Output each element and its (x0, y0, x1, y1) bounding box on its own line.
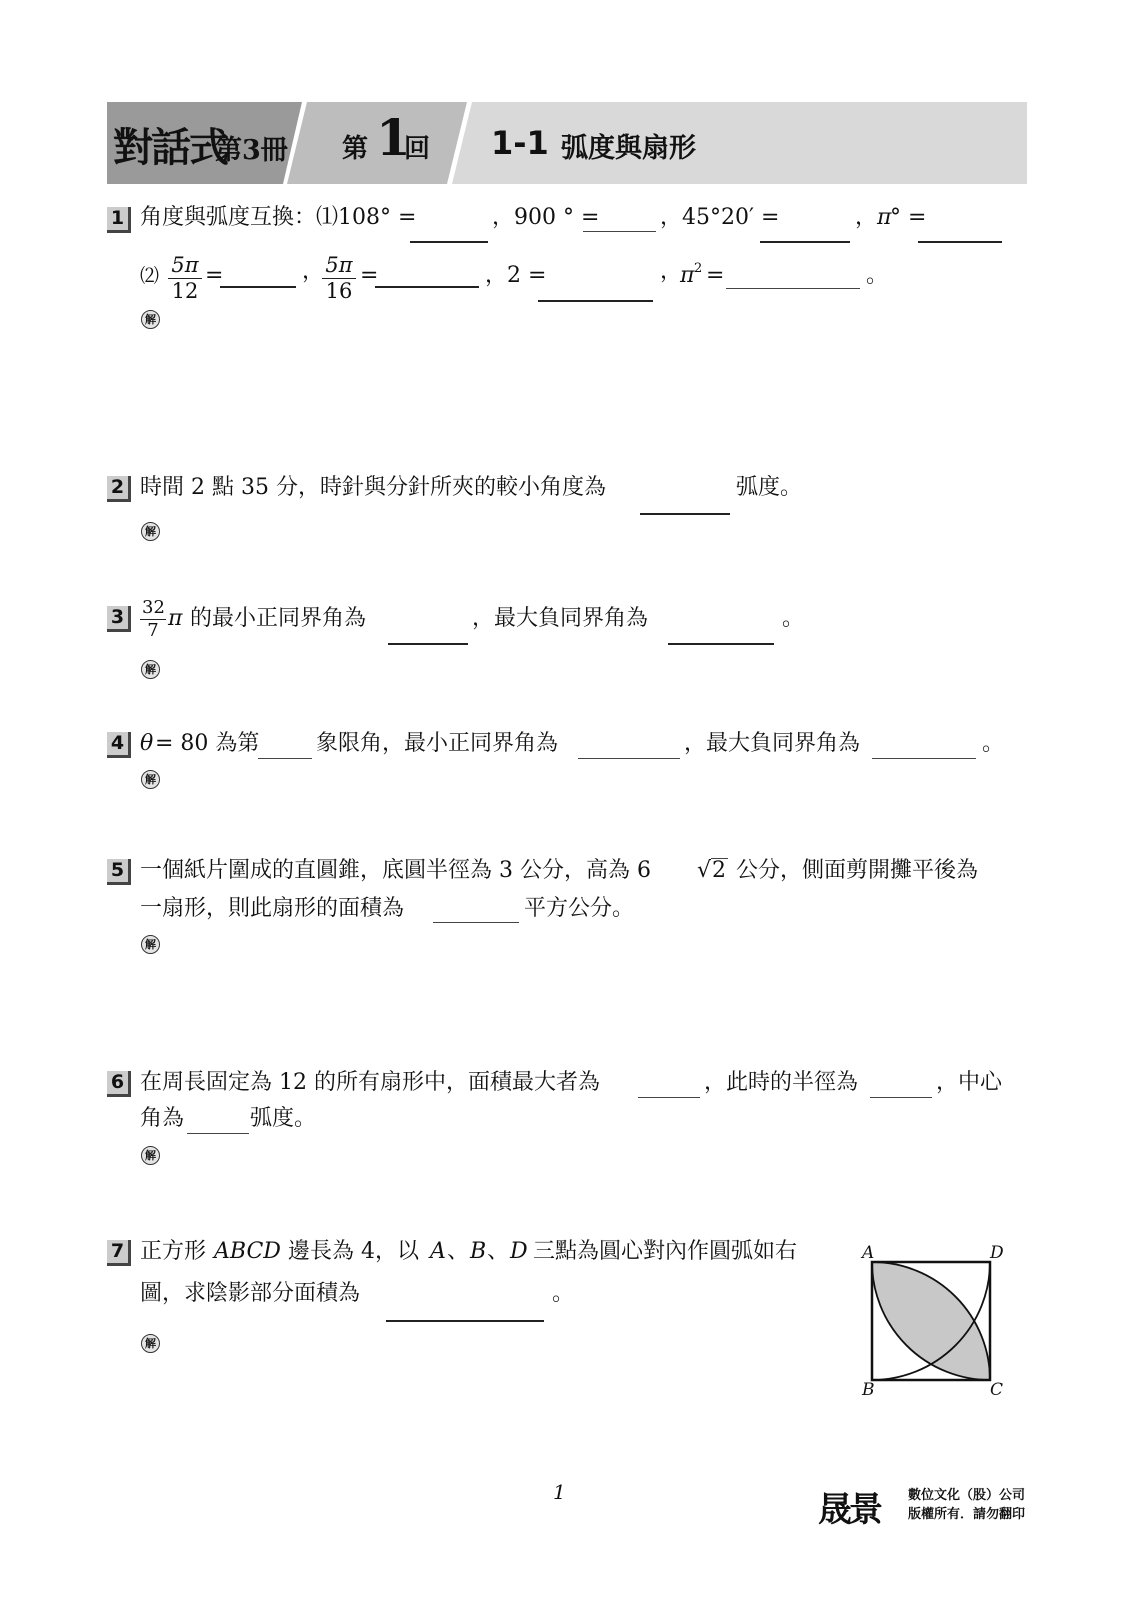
square-arcs-figure (860, 1244, 1010, 1404)
publisher-logo: 晟景 (818, 1490, 880, 1530)
problem-7-line1-a: 正方形 (140, 1239, 207, 1264)
sqrt-sign: √ (697, 858, 712, 883)
solution-mark-icon: 解 (141, 660, 160, 679)
sentence-end: 。 (982, 731, 1005, 756)
sentence-end: 。 (866, 263, 889, 288)
problem-7-line2: 圖，求陰影部分面積為 (140, 1281, 361, 1306)
figure-label-a: A (862, 1243, 875, 1263)
figure-label-b: B (862, 1380, 875, 1400)
problem-7-line1-c: 三點為圓心對內作圓弧如右 (533, 1239, 798, 1264)
pi-symbol: π (877, 205, 892, 230)
header-banner (107, 102, 1027, 184)
problem-number: 7 (107, 1240, 131, 1266)
problem-6-line2-tail: 弧度。 (250, 1106, 317, 1131)
answer-blank[interactable] (258, 758, 312, 759)
problem-2-text: 時間 2 點 35 分，時針與分針所夾的較小角度為 (140, 475, 606, 500)
section-title: 弧度與扇形 (561, 133, 696, 164)
publisher-name: 數位文化（股）公司 (908, 1488, 1026, 1503)
point-label: B (470, 1239, 487, 1264)
fraction-numerator: 5π (168, 253, 202, 279)
point-label: D (510, 1239, 528, 1264)
answer-blank[interactable] (870, 1097, 932, 1098)
problem-1-part4-tail: ° = (890, 205, 927, 230)
equals-sign: = (360, 263, 379, 288)
problem-4-mid1: 象限角，最小正同界角為 (316, 731, 559, 756)
section-number: 1-1 (491, 124, 549, 162)
answer-blank[interactable] (578, 758, 680, 759)
problem-1-line2-lead: ⑵ (140, 265, 160, 287)
answer-blank[interactable] (760, 241, 850, 243)
fraction-denominator: 16 (325, 279, 353, 303)
problem-number: 6 (107, 1071, 131, 1097)
exponent: 2 (694, 261, 703, 276)
problem-5-line1: 一個紙片圍成的直圓錐，底圓半徑為 3 公分，高為 6 (140, 858, 651, 883)
solution-mark-icon: 解 (141, 522, 160, 541)
problem-1-lead: 角度與弧度互換：⑴108° = (140, 205, 417, 230)
fraction (168, 253, 202, 304)
problem-1-part3: ，45°20′ = (660, 205, 780, 230)
answer-blank[interactable] (433, 922, 519, 923)
volume-label: 第3冊 (215, 135, 288, 166)
answer-blank[interactable] (410, 241, 488, 243)
equals-sign: = (706, 263, 725, 288)
problem-6-line1: 在周長固定為 12 的所有扇形中，面積最大者為 (140, 1070, 600, 1095)
equals-sign: = (205, 263, 224, 288)
problem-5-line2: 一扇形，則此扇形的面積為 (140, 896, 405, 921)
figure-label-c: C (990, 1380, 1004, 1400)
solution-mark-icon: 解 (141, 935, 160, 954)
problem-3-mid: ，最大負同界角為 (472, 606, 649, 631)
episode-prefix: 第 (342, 134, 369, 164)
separator: 、 (487, 1239, 510, 1264)
problem-4-lead: = 80 為第 (155, 731, 260, 756)
answer-blank[interactable] (640, 513, 730, 515)
sentence-end: 。 (552, 1281, 575, 1306)
problem-number: 2 (107, 476, 131, 502)
problem-2-tail: 弧度。 (736, 475, 803, 500)
problem-number: 5 (107, 859, 131, 885)
solution-mark-icon: 解 (141, 770, 160, 789)
sentence-end: 。 (782, 606, 805, 631)
problem-4-mid2: ，最大負同界角為 (684, 731, 861, 756)
fraction-denominator: 12 (171, 279, 199, 303)
square-name: ABCD (214, 1239, 281, 1264)
brand-title: 對話式 (113, 124, 227, 171)
episode-number: 1 (376, 108, 411, 167)
answer-blank[interactable] (375, 286, 479, 288)
problem-5-line1-tail: 公分，側面剪開攤平後為 (736, 858, 979, 883)
answer-blank[interactable] (386, 1320, 544, 1322)
answer-blank[interactable] (726, 288, 860, 289)
pi-symbol: π (680, 263, 695, 288)
separator: 、 (447, 1239, 470, 1264)
problem-6-line1-mid: ，此時的半徑為 (704, 1070, 859, 1095)
problem-number: 1 (107, 207, 131, 233)
fraction-numerator: 5π (322, 253, 356, 279)
problem-6-line2: 角為 (140, 1106, 185, 1131)
fraction (322, 253, 356, 304)
theta-symbol: θ (140, 731, 154, 756)
copyright-notice: 版權所有．請勿翻印 (908, 1507, 1026, 1522)
answer-blank[interactable] (638, 1097, 700, 1098)
problem-number: 3 (107, 606, 131, 632)
problem-number: 4 (107, 732, 131, 758)
pi-symbol: π (168, 606, 183, 631)
separator: ， (302, 259, 325, 284)
problem-7-line1-b: 邊長為 4，以 (288, 1239, 419, 1264)
sqrt-radicand: 2 (712, 858, 726, 883)
solution-mark-icon: 解 (141, 310, 160, 329)
answer-blank[interactable] (388, 643, 468, 645)
fraction-numerator: 32 (142, 597, 165, 618)
fraction-denominator: 7 (147, 620, 159, 641)
point-label: A (430, 1239, 446, 1264)
solution-mark-icon: 解 (141, 1334, 160, 1353)
problem-3-text: 的最小正同界角為 (190, 606, 367, 631)
separator: ， (660, 259, 683, 284)
answer-blank[interactable] (918, 241, 1002, 243)
problem-5-line2-tail: 平方公分。 (524, 896, 635, 921)
problem-6-line1-tail: ，中心 (936, 1070, 1003, 1095)
fraction (140, 597, 166, 642)
shaded-region (872, 1262, 990, 1380)
answer-blank[interactable] (872, 758, 976, 759)
problem-1-part2: ，900 ° = (492, 205, 600, 230)
episode-suffix: 回 (404, 134, 431, 164)
answer-blank[interactable] (668, 643, 774, 645)
problem-1-line2-part3: ，2 = (485, 263, 547, 288)
solution-mark-icon: 解 (141, 1146, 160, 1165)
problem-1-part4: ， (855, 205, 878, 230)
page-number: 1 (553, 1480, 566, 1504)
answer-blank[interactable] (538, 300, 653, 302)
answer-blank[interactable] (220, 286, 296, 288)
figure-label-d: D (990, 1243, 1004, 1263)
answer-blank[interactable] (583, 231, 656, 232)
answer-blank[interactable] (187, 1133, 249, 1134)
